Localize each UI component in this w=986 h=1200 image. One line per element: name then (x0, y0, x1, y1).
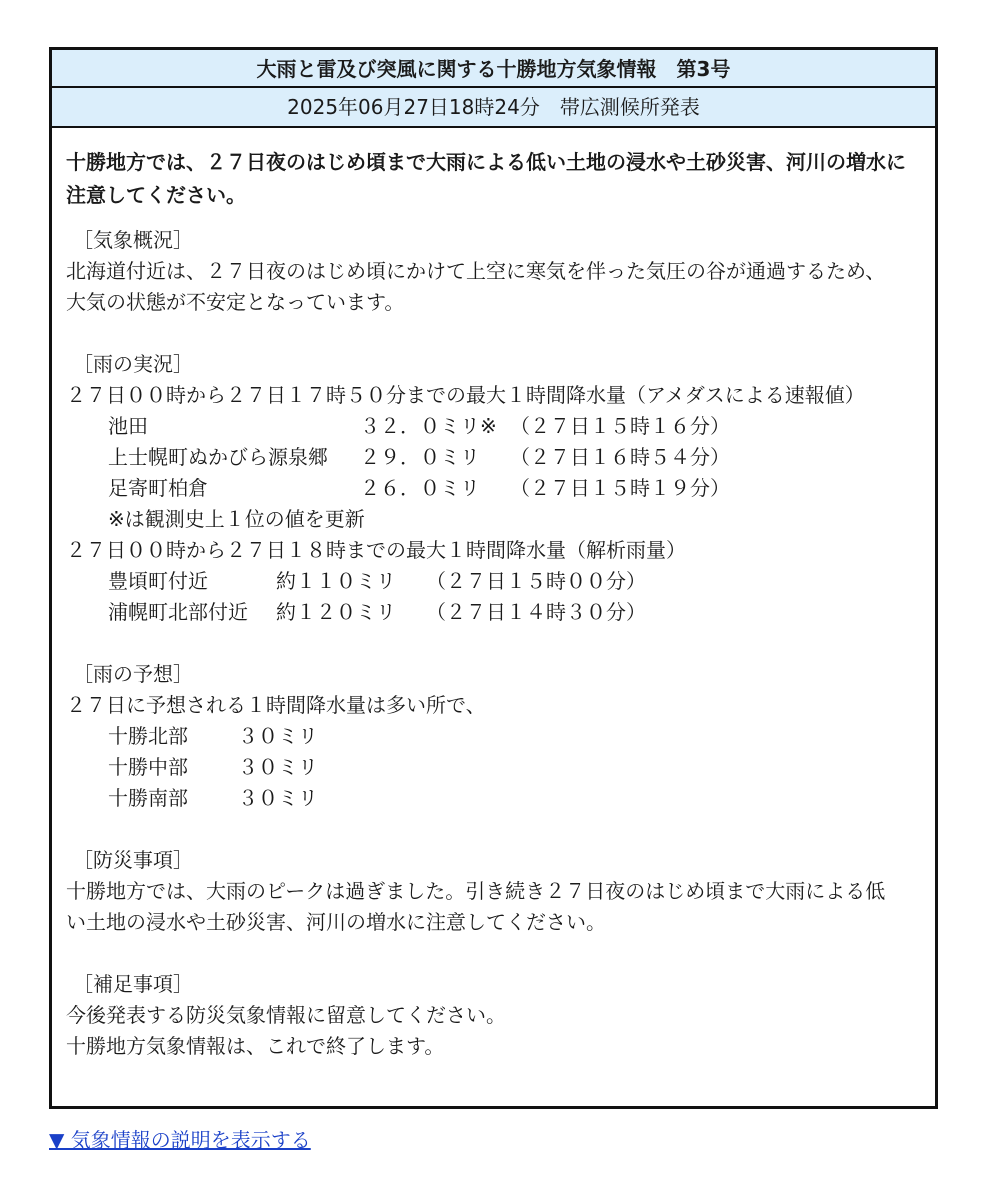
observed-time: （２７日１５時１６分） (510, 414, 730, 438)
forecast-amount: ３０ミリ (238, 755, 318, 779)
forecast-intro: ２７日に予想される１時間降水量は多い所で、 (66, 693, 486, 717)
observed-time: （２７日１５時１９分） (510, 476, 730, 500)
section-disaster-prevention (66, 845, 921, 938)
weather-info-panel (49, 47, 938, 1109)
disaster-line: い土地の浸水や土砂災害、河川の増水に注意してください。 (66, 910, 606, 934)
section-heading: ［補足事項］ (73, 972, 193, 996)
observed-time: （２７日１５時００分） (426, 569, 646, 593)
supplement-line: 今後発表する防災気象情報に留意してください。 (66, 1003, 506, 1027)
bulletin-body (52, 128, 935, 1062)
amedas-row (66, 442, 921, 473)
forecast-area: 十勝南部 (108, 786, 188, 810)
forecast-row (66, 752, 921, 783)
section-heading: ［気象概況］ (73, 228, 193, 252)
area-name: 豊頃町付近 (108, 569, 208, 593)
observed-time: （２７日１６時５４分） (510, 445, 730, 469)
area-name: 浦幌町北部付近 (108, 600, 248, 624)
section-heading: ［雨の予想］ (73, 662, 193, 686)
rain-amount: ２６．０ミリ (360, 476, 480, 500)
forecast-row (66, 721, 921, 752)
section-supplement (66, 969, 921, 1062)
station-name: 足寄町柏倉 (108, 476, 208, 500)
analysis-row (66, 566, 921, 597)
forecast-row (66, 783, 921, 814)
rain-amount: 約１２０ミリ (276, 600, 396, 624)
station-name: 池田 (108, 414, 148, 438)
issued-datetime: 2025年06月27日18時24分 帯広測候所発表 (52, 88, 935, 128)
amedas-intro: ２７日００時から２７日１７時５０分までの最大１時間降水量（アメダスによる速報値） (66, 383, 865, 407)
forecast-amount: ３０ミリ (238, 724, 318, 748)
amedas-row (66, 411, 921, 442)
forecast-amount: ３０ミリ (238, 786, 318, 810)
record-note: ※は観測史上１位の値を更新 (108, 507, 365, 531)
amedas-row (66, 473, 921, 504)
rain-amount: ３２．０ミリ※ (360, 414, 497, 438)
headline-summary: 十勝地方では、２７日夜のはじめ頃まで大雨による低い土地の浸水や土砂災害、河川の増水に注意してください。 (66, 150, 906, 207)
section-heading: ［雨の実況］ (73, 352, 193, 376)
section-overview (66, 225, 921, 318)
section-heading: ［防災事項］ (73, 848, 193, 872)
overview-line: 北海道付近は、２７日夜のはじめ頃にかけて上空に寒気を伴った気圧の谷が通過するため、 (66, 259, 886, 283)
bulletin-title: 大雨と雷及び突風に関する十勝地方気象情報 第3号 (52, 50, 935, 88)
supplement-line: 十勝地方気象情報は、これで終了します。 (66, 1034, 445, 1058)
overview-line: 大気の状態が不安定となっています。 (66, 290, 405, 314)
section-rain-actual (66, 349, 921, 628)
station-name: 上士幌町ぬかびら源泉郷 (108, 445, 328, 469)
analysis-row (66, 597, 921, 628)
forecast-area: 十勝中部 (108, 755, 188, 779)
show-explanation-link[interactable]: ▼ 気象情報の説明を表示する (49, 1128, 311, 1152)
disaster-line: 十勝地方では、大雨のピークは過ぎました。引き続き２７日夜のはじめ頃まで大雨による低 (66, 879, 886, 903)
analysis-intro: ２７日００時から２７日１８時までの最大１時間降水量（解析雨量） (66, 538, 686, 562)
rain-amount: 約１１０ミリ (276, 569, 396, 593)
rain-amount: ２９．０ミリ (360, 445, 480, 469)
forecast-area: 十勝北部 (108, 724, 188, 748)
section-rain-forecast (66, 659, 921, 814)
observed-time: （２７日１４時３０分） (426, 600, 646, 624)
